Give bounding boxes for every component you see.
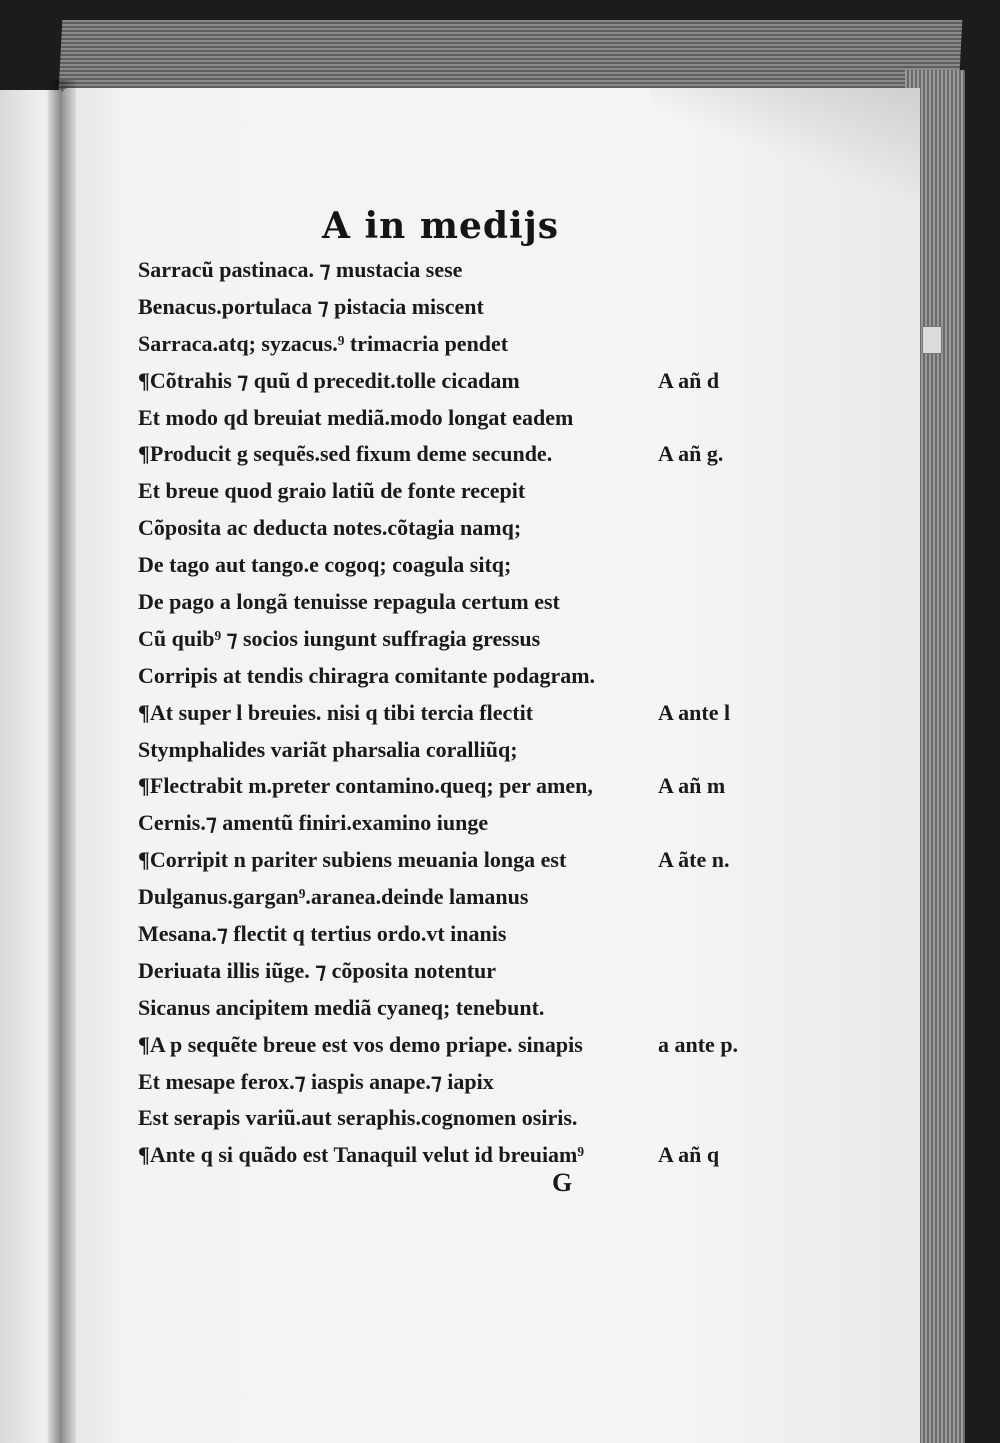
text-line <box>138 510 898 547</box>
line-text: ¶Producit g sequẽs.sed fixum deme secunde. <box>138 441 553 467</box>
line-text: Cõposita ac deducta notes.cõtagia namq; <box>138 515 522 541</box>
text-line <box>138 547 898 584</box>
line-text: Cernis.⁊ amentũ finiri.examino iunge <box>138 810 489 836</box>
margin-note: A añ d <box>658 367 720 393</box>
text-line <box>138 584 898 621</box>
text-line <box>138 805 898 842</box>
text-line <box>138 436 898 473</box>
margin-note: A ante l <box>658 699 731 725</box>
line-text: De pago a longã tenuisse repagula certum est <box>138 589 560 615</box>
line-text: Mesana.⁊ flectit q tertius ordo.vt inanis <box>138 921 507 947</box>
spine-gutter <box>48 80 76 1443</box>
line-text: ¶Flectrabit m.preter contamino.queq; per amen, <box>138 773 593 799</box>
text-line <box>138 953 898 990</box>
text-line <box>138 879 898 916</box>
text-line <box>138 252 898 289</box>
text-line <box>138 1064 898 1101</box>
margin-note: A añ m <box>658 773 726 799</box>
page-corner-fold <box>650 88 920 208</box>
line-text: ¶Corripit n pariter subiens meuania longa est <box>138 847 567 873</box>
line-text: Stymphalides variãt pharsalia coralliũq; <box>138 736 518 762</box>
line-text: Dulganus.gargan⁹.aranea.deinde lamanus <box>138 884 529 910</box>
line-text: Cũ quib⁹ ⁊ socios iungunt suffragia gressus <box>138 625 541 651</box>
page-heading: A in medijs <box>322 205 559 247</box>
margin-note: A añ g. <box>658 441 724 467</box>
margin-note: A añ q <box>658 1142 720 1168</box>
text-line <box>138 363 898 400</box>
text-line <box>138 400 898 437</box>
line-text: Benacus.portulaca ⁊ pistacia miscent <box>138 293 484 319</box>
text-line <box>138 289 898 326</box>
page-tab-marker <box>922 326 942 354</box>
margin-note: A ãte n. <box>658 847 730 873</box>
line-text: ¶A p sequẽte breue est vos demo priape. sinapis <box>138 1031 583 1057</box>
text-line <box>138 990 898 1027</box>
line-text: ¶Ante q si quãdo est Tanaquil velut id breuiam⁹ <box>138 1142 584 1168</box>
text-line <box>138 1027 898 1064</box>
signature-mark: G <box>552 1168 573 1197</box>
text-line <box>138 326 898 363</box>
text-line <box>138 732 898 769</box>
verse-text-block <box>138 252 898 1174</box>
text-line <box>138 473 898 510</box>
line-text: Deriuata illis iũge. ⁊ cõposita notentur <box>138 957 497 983</box>
text-line <box>138 768 898 805</box>
text-line <box>138 842 898 879</box>
line-text: ¶At super l breuies. nisi q tibi tercia flectit <box>138 699 534 725</box>
line-text: ¶Cõtrahis ⁊ quũ d precedit.tolle cicadam <box>138 367 520 393</box>
text-line <box>138 1137 898 1174</box>
line-text: De tago aut tango.e cogoq; coagula sitq; <box>138 552 512 578</box>
line-text: Sarraca.atq; syzacus.⁹ trimacria pendet <box>138 330 509 356</box>
text-line <box>138 916 898 953</box>
line-text: Et breue quod graio latiũ de fonte recepit <box>138 478 526 504</box>
line-text: Est serapis variũ.aut seraphis.cognomen osiris. <box>138 1105 578 1131</box>
text-line <box>138 695 898 732</box>
line-text: Corripis at tendis chiragra comitante podagram. <box>138 662 596 688</box>
line-text: Sicanus ancipitem mediã cyaneq; tenebunt. <box>138 994 545 1020</box>
line-text: Sarracũ pastinaca. ⁊ mustacia sese <box>138 257 463 282</box>
text-line <box>138 658 898 695</box>
line-text: Et mesape ferox.⁊ iaspis anape.⁊ iapix <box>138 1068 494 1094</box>
margin-note: a ante p. <box>658 1031 739 1057</box>
line-text: Et modo qd breuiat mediã.modo longat eadem <box>138 404 574 430</box>
text-line <box>138 621 898 658</box>
text-line <box>138 1100 898 1137</box>
